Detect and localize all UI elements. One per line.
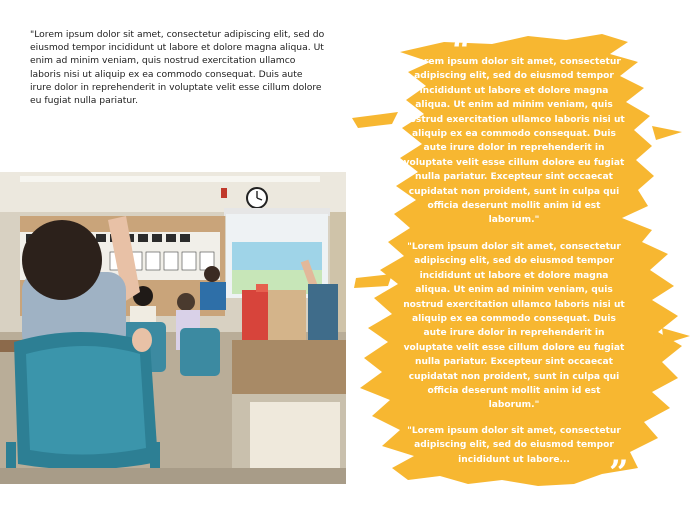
- open-quote-icon: “: [452, 31, 472, 71]
- close-quote-icon: ”: [609, 453, 629, 493]
- quote-block-3: "Lorem ipsum dolor sit amet, consectetur adipiscing elit, sed do eiusmod tempor incididunt ut labore...: [407, 426, 621, 465]
- quote-block-1: "Lorem ipsum dolor sit amet, consectetur adipiscing elit, sed do eiusmod tempor incididunt ut labore et dolore magna aliqua. Ut enim ad minim veniam, quis nostrud exercitation ullamco laboris nisi ut aliquip ex ea commodo consequat. Duis aute irure dolor in reprehenderit in voluptate velit esse cillum dolore eu fugiat nulla pariatur. Excepteur sint occaecat cupidatat non proident, sunt in culpa qui officia deserunt mollit anim id est laborum.": [403, 57, 625, 226]
- quote-block-2: "Lorem ipsum dolor sit amet, consectetur adipiscing elit, sed do eiusmod tempor incididunt ut labore et dolore magna aliqua. Ut enim ad minim veniam, quis nostrud exercitation ullamco laboris nisi ut aliquip ex ea commodo consequat. Duis aute irure dolor in reprehenderit in voluptate velit esse cillum dolore eu fugiat nulla pariatur. Excepteur sint occaecat cupidatat non proident, sunt in culpa qui officia deserunt mollit anim id est laborum.": [403, 242, 625, 411]
- intro-paragraph: "Lorem ipsum dolor sit amet, consectetur adipiscing elit, sed do eiusmod tempor incididunt ut labore et dolore magna aliqua. Ut enim ad minim veniam, quis nostrud exercitation ullamco laboris nisi ut aliquip ex ea commodo consequat. Duis aute irure dolor in reprehenderit in voluptate velit esse cillum dolore eu fugiat nulla pariatur.: [30, 29, 325, 107]
- classroom-photo: [0, 172, 346, 484]
